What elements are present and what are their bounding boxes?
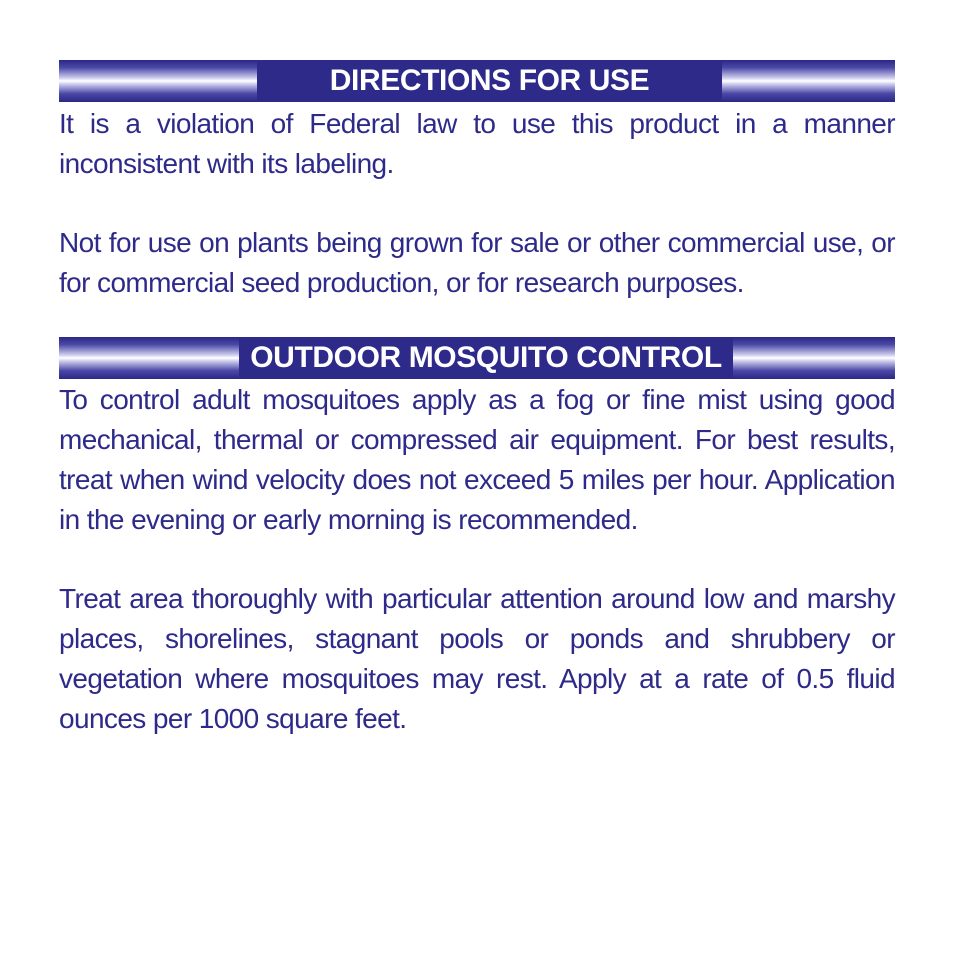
directions-heading-banner (59, 60, 895, 102)
treat-area-paragraph: Treat area thoroughly with particular attention around low and marshy places, shorelines, stagnant pools or ponds and shrubbery or vegetation where mosquitoes may rest. Apply at a rate of 0.5 fluid ounces per 1000 square feet. (59, 583, 895, 734)
commercial-use-paragraph: Not for use on plants being grown for sale or other commercial use, or for commercial seed production, or for research purposes. (59, 227, 895, 298)
federal-law-paragraph: It is a violation of Federal law to use this product in a manner inconsistent with its labeling. (59, 108, 895, 179)
adult-mosquito-paragraph: To control adult mosquitoes apply as a fog or fine mist using good mechanical, thermal or compressed air equipment. For best results, treat when wind velocity does not exceed 5 miles per hour. Application in the evening or early morning is recommended. (59, 384, 895, 535)
mosquito-control-heading-banner (59, 337, 895, 379)
mosquito-control-heading: OUTDOOR MOSQUITO CONTROL (239, 337, 733, 379)
directions-heading: DIRECTIONS FOR USE (257, 60, 722, 102)
